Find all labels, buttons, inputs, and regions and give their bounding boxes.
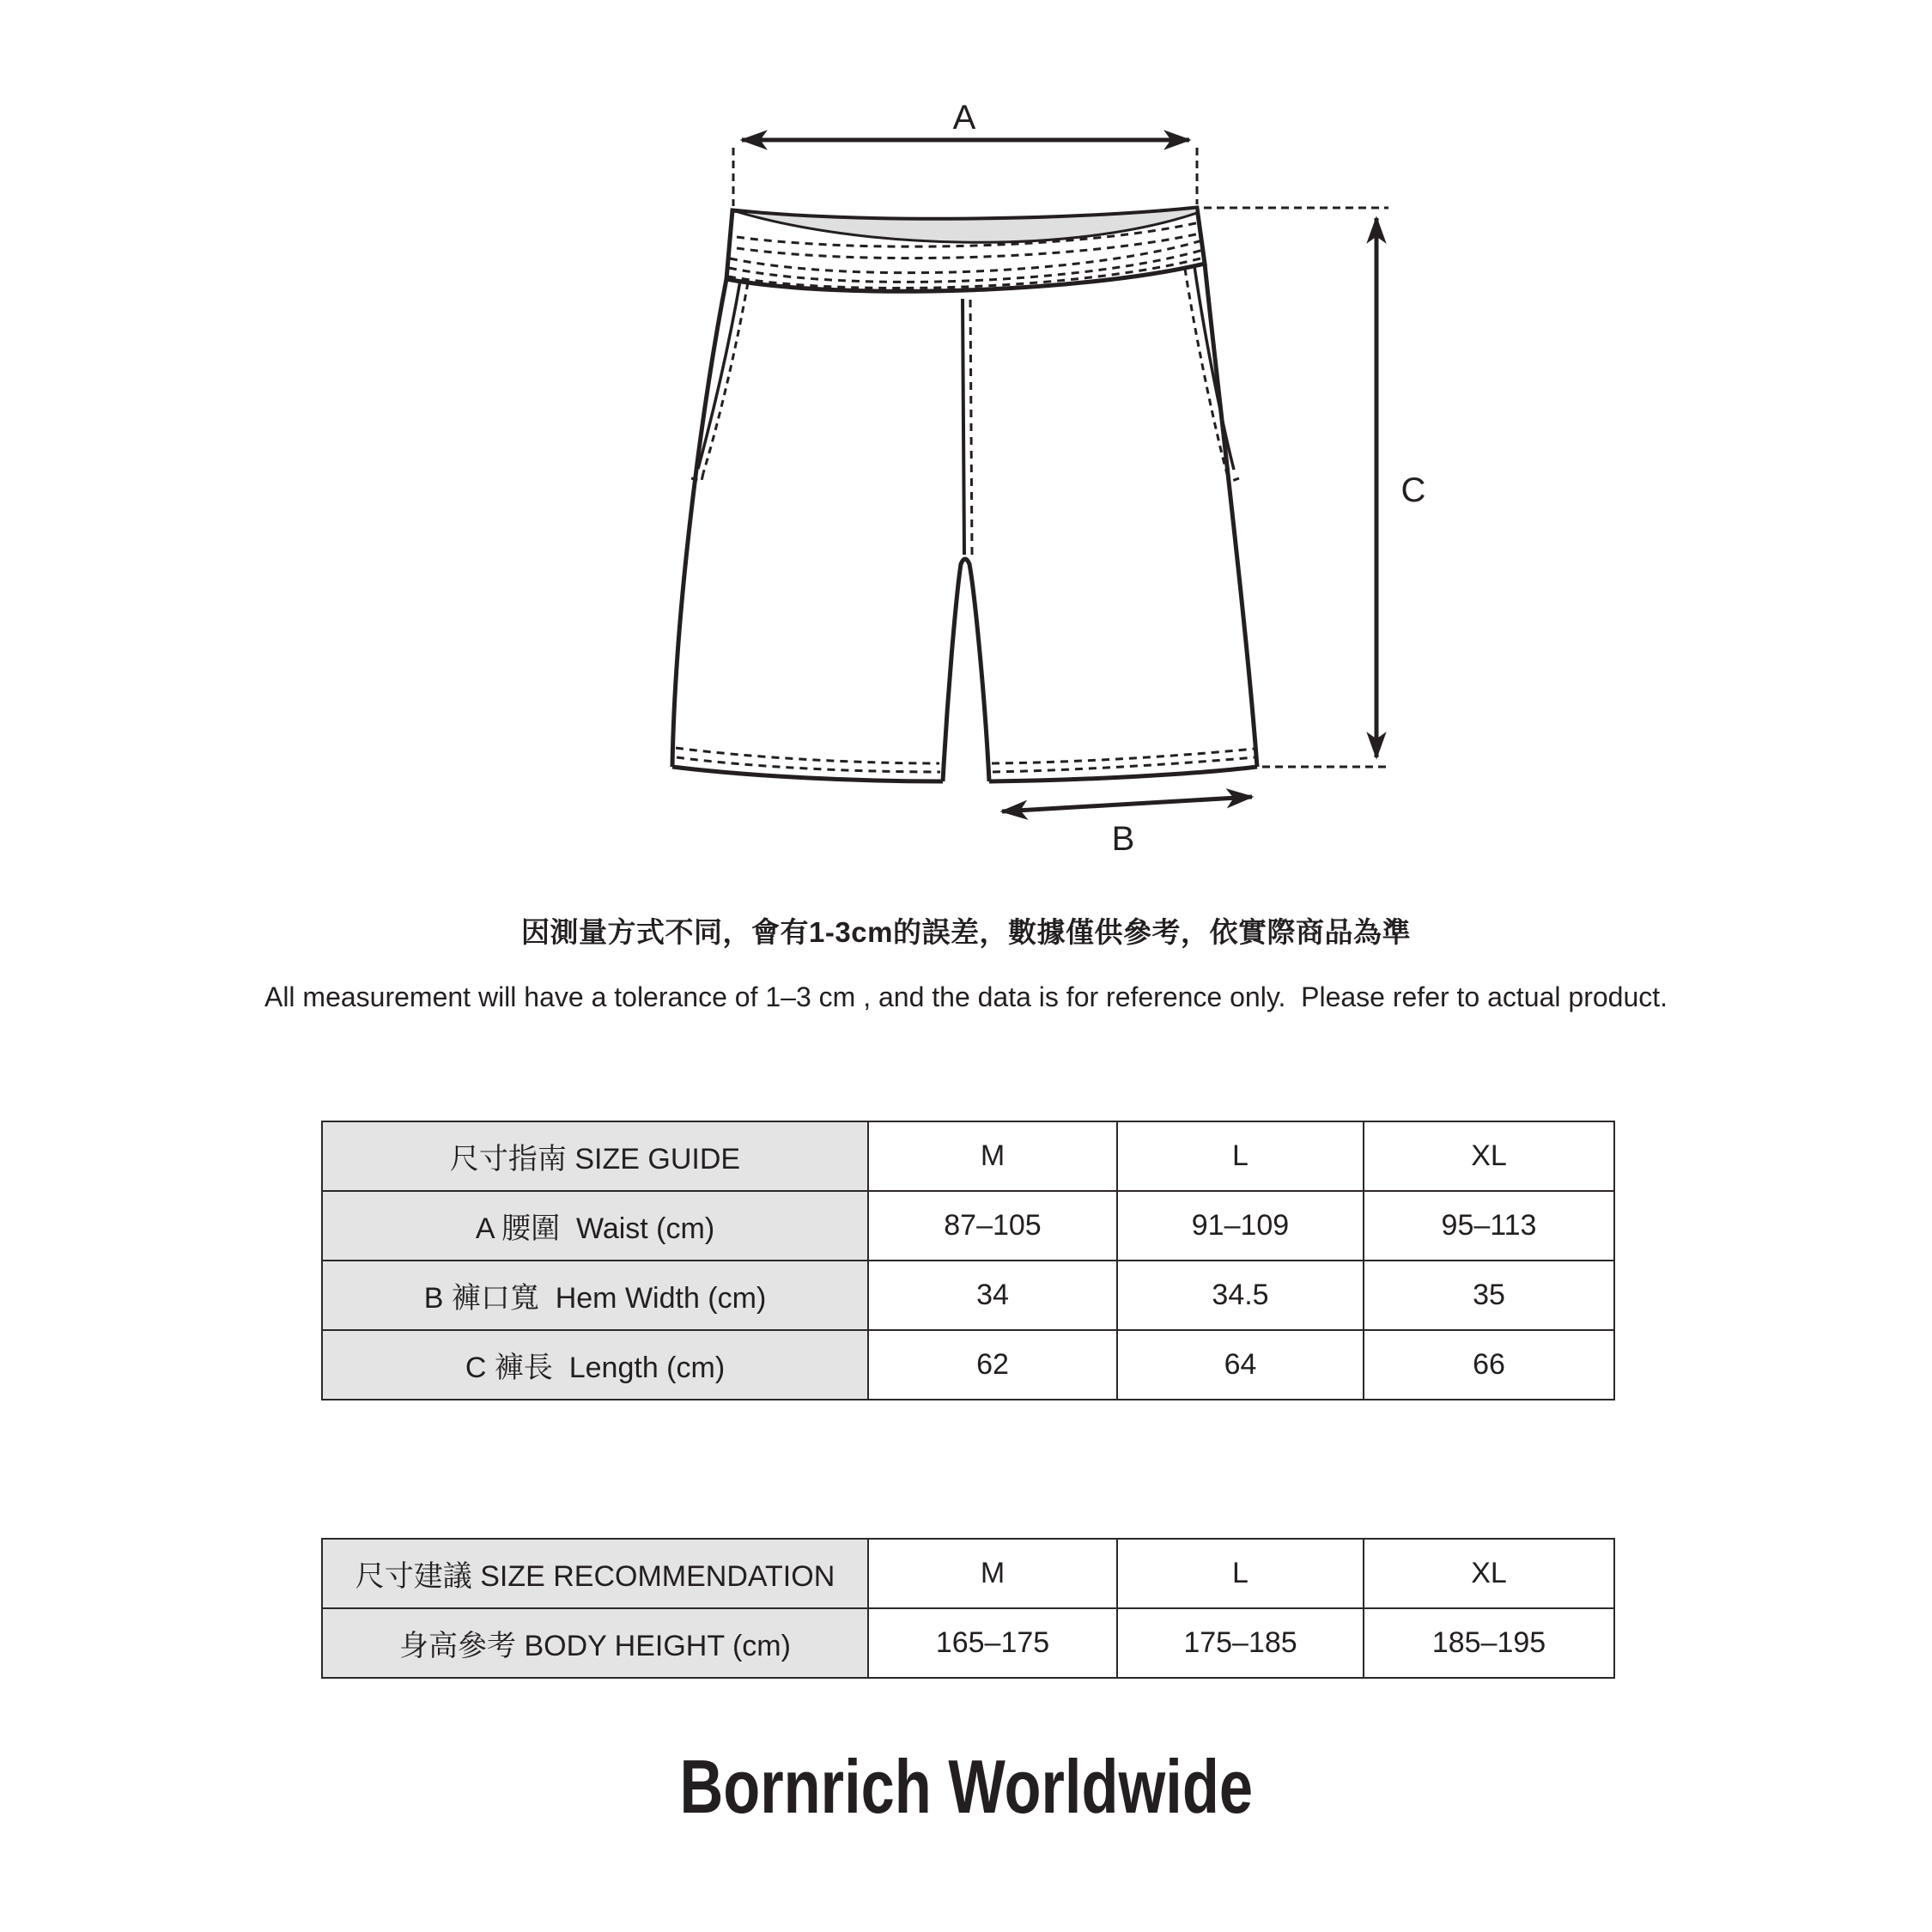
right-hem [989,767,1257,781]
disclaimer-zh: 因測量方式不同，會有1-3cm的誤差，數據僅供參考，依實際商品為準 [521,916,1411,948]
shorts-measurement-diagram [0,0,1932,902]
row-label-hem-width: B 褲口寬 Hem Width (cm) [322,1261,868,1330]
size-guide-header-row [322,1121,1614,1191]
size-guide-table [321,1121,1615,1400]
waist-xl: 95–113 [1364,1191,1614,1261]
waist-l: 91–109 [1117,1191,1364,1261]
height-l: 175–185 [1117,1608,1364,1678]
size-reco-header-row [322,1539,1614,1608]
center-front-seam [963,299,972,555]
size-col-l: L [1117,1121,1364,1191]
left-hem [672,767,943,781]
row-label-body-height: 身高參考 BODY HEIGHT (cm) [322,1608,868,1678]
inseam-crotch [943,559,989,781]
length-xl: 66 [1364,1330,1614,1400]
measure-arrow-c [1204,208,1388,767]
reco-col-l: L [1117,1539,1364,1608]
size-recommendation-table [321,1538,1615,1679]
hem-l: 34.5 [1117,1261,1364,1330]
row-label-length: C 褲長 Length (cm) [322,1330,868,1400]
measure-arrow-b [1002,797,1252,811]
table-row-waist [322,1191,1614,1261]
waist-m: 87–105 [868,1191,1117,1261]
size-guide-title-cell: 尺寸指南 SIZE GUIDE [322,1121,868,1191]
label-a: A [952,99,976,137]
brand-footer [0,1743,1932,1831]
reco-col-m: M [868,1539,1117,1608]
brand-name: Bornrich Worldwide [679,1744,1253,1829]
right-pocket [1185,266,1239,482]
length-l: 64 [1117,1330,1364,1400]
height-xl: 185–195 [1364,1608,1614,1678]
size-col-m: M [868,1121,1117,1191]
waistband [726,208,1205,291]
right-side-seam [1205,264,1257,767]
size-col-xl: XL [1364,1121,1614,1191]
table-row-length [322,1330,1614,1400]
hem-xl: 35 [1364,1261,1614,1330]
label-b: B [1111,820,1135,858]
size-reco-title-cell: 尺寸建議 SIZE RECOMMENDATION [322,1539,868,1608]
height-m: 165–175 [868,1608,1117,1678]
hem-stitching [676,748,1255,772]
label-c: C [1400,471,1426,509]
disclaimer-en: All measurement will have a tolerance of 1–3 cm , and the data is for reference only. Please refer to actual product. [264,981,1668,1012]
left-side-seam [672,279,726,767]
table-row-body-height [322,1608,1614,1678]
table-row-hem-width [322,1261,1614,1330]
measure-arrow-a [733,140,1197,206]
hem-m: 34 [868,1261,1117,1330]
reco-col-xl: XL [1364,1539,1614,1608]
row-label-waist: A 腰圍 Waist (cm) [322,1191,868,1261]
length-m: 62 [868,1330,1117,1400]
